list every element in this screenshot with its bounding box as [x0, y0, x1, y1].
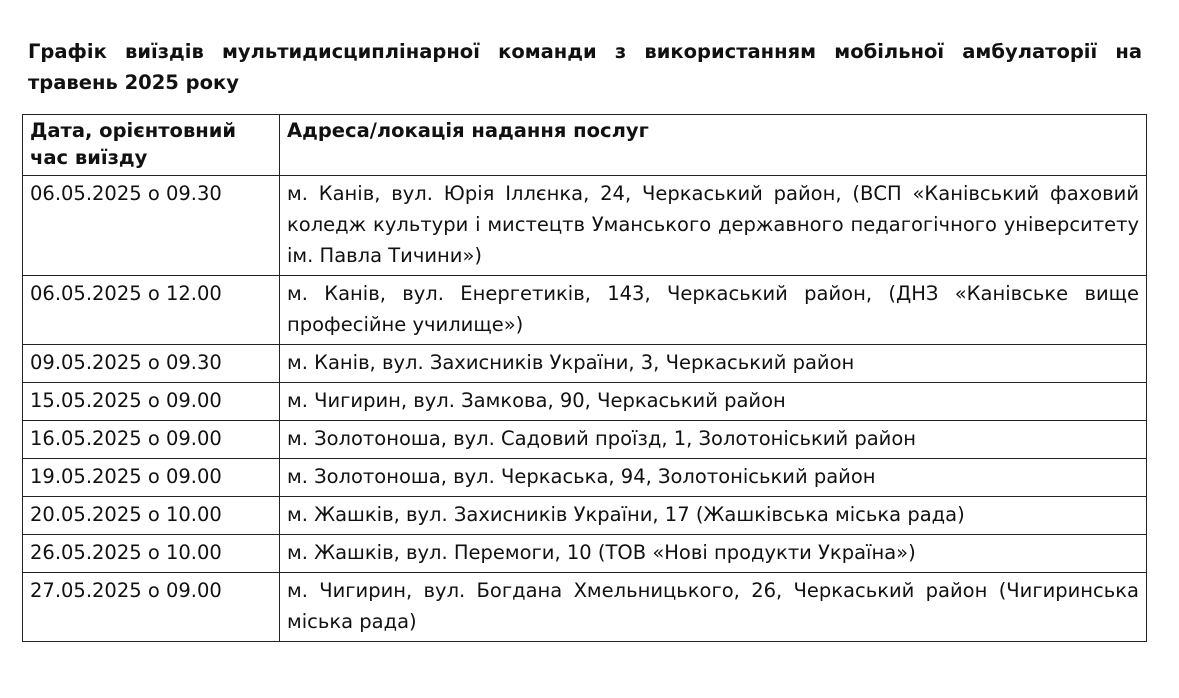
- row-date: 16.05.2025 о 09.00: [23, 421, 280, 459]
- row-date: 27.05.2025 о 09.00: [23, 573, 280, 642]
- table-row: [23, 459, 1147, 497]
- row-date: 06.05.2025 о 12.00: [23, 276, 280, 345]
- row-address: м. Золотоноша, вул. Садовий проїзд, 1, Золотоніський район: [280, 421, 1147, 459]
- row-date: 19.05.2025 о 09.00: [23, 459, 280, 497]
- row-address: м. Канів, вул. Захисників України, 3, Черкаський район: [280, 345, 1147, 383]
- row-address: м. Жашків, вул. Захисників України, 17 (Жашківська міська рада): [280, 497, 1147, 535]
- table-row: [23, 421, 1147, 459]
- row-address: м. Чигирин, вул. Богдана Хмельницького, 26, Черкаський район (Чигиринська міська рада): [280, 573, 1147, 642]
- row-address: м. Канів, вул. Енергетиків, 143, Черкаський район, (ДНЗ «Канівське вище професійне училище»): [280, 276, 1147, 345]
- row-date: 09.05.2025 о 09.30: [23, 345, 280, 383]
- row-address: м. Золотоноша, вул. Черкаська, 94, Золотоніський район: [280, 459, 1147, 497]
- schedule-table: [22, 114, 1147, 642]
- row-date: 06.05.2025 о 09.30: [23, 176, 280, 276]
- table-row: [23, 383, 1147, 421]
- table-row: [23, 176, 1147, 276]
- table-row: [23, 276, 1147, 345]
- table-row: [23, 535, 1147, 573]
- header-date: Дата, орієнтовний час виїзду: [23, 115, 280, 176]
- page-title: Графік виїздів мультидисциплінарної команди з використанням мобільної амбулаторії на травень 2025 року: [28, 40, 1142, 94]
- row-date: 20.05.2025 о 10.00: [23, 497, 280, 535]
- row-address: м. Канів, вул. Юрія Іллєнка, 24, Черкаський район, (ВСП «Канівський фаховий коледж культури і мистецтв Уманського державного педагогічного університету ім. Павла Тичини»): [280, 176, 1147, 276]
- row-date: 26.05.2025 о 10.00: [23, 535, 280, 573]
- header-address: Адреса/локація надання послуг: [280, 115, 1147, 176]
- table-header-row: [23, 115, 1147, 176]
- table-row: [23, 573, 1147, 642]
- table-row: [23, 345, 1147, 383]
- row-address: м. Чигирин, вул. Замкова, 90, Черкаський район: [280, 383, 1147, 421]
- row-address: м. Жашків, вул. Перемоги, 10 (ТОВ «Нові продукти Україна»): [280, 535, 1147, 573]
- row-date: 15.05.2025 о 09.00: [23, 383, 280, 421]
- table-row: [23, 497, 1147, 535]
